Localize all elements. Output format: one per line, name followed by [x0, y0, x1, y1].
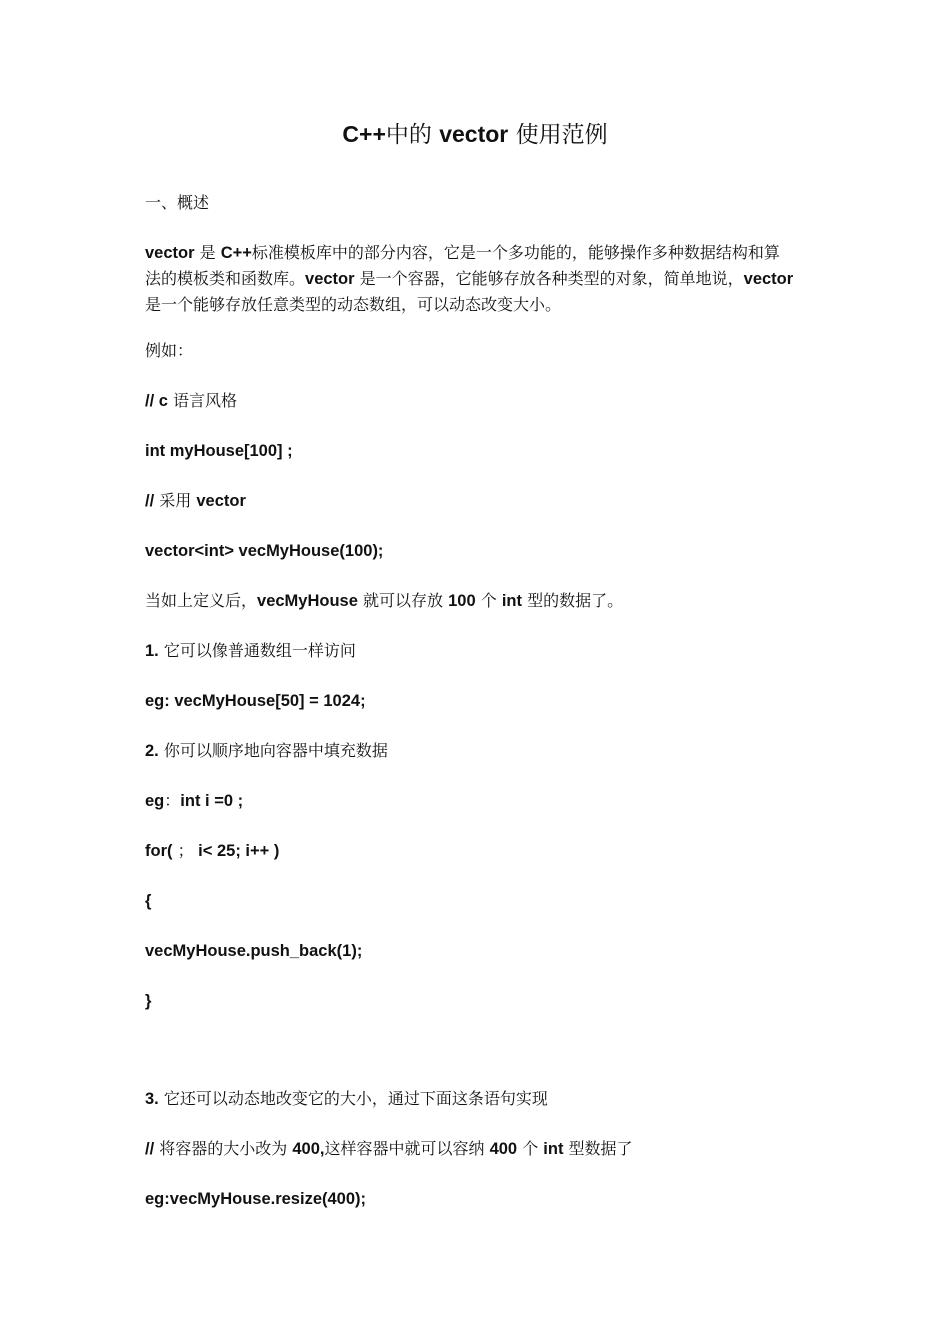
code-for [145, 838, 810, 864]
point-1 [145, 638, 810, 664]
bold-text: i< 25; i++ ) [193, 842, 280, 860]
bold-text: int [501, 592, 522, 610]
section-heading: 一、概述 [145, 193, 210, 212]
text: 个 [475, 591, 502, 610]
bold-text: 3. [145, 1090, 159, 1108]
bold-text: 400, [292, 1140, 325, 1158]
bold-text: vector [305, 270, 355, 288]
text: 是一个容器，它能够存放各种类型的对象，简单地说， [354, 269, 744, 288]
comment-use-vector [145, 488, 810, 514]
code-eg-access [145, 688, 810, 714]
bold-text: int [543, 1140, 564, 1158]
example-label [145, 338, 810, 364]
text: 是一个能够存放任意类型的动态数组，可以动态改变大小。 [145, 295, 562, 314]
bold-text: // [145, 1140, 155, 1158]
point-3 [145, 1086, 810, 1112]
bold-text: int myHouse[100] ; [145, 442, 293, 460]
bold-text: vecMyHouse [257, 592, 358, 610]
intro-line [145, 292, 810, 318]
bold-text: C++ [220, 244, 252, 262]
bold-text: 1. [145, 642, 159, 660]
code-brace-close [145, 988, 810, 1014]
text: 这样容器中就可以容纳 [324, 1139, 490, 1158]
comment-c-style [145, 388, 810, 414]
text: 采用 [154, 491, 197, 510]
code-eg-int [145, 788, 810, 814]
bold-text: vector<int> vecMyHouse(100); [145, 542, 384, 560]
bold-text: vector [196, 492, 246, 510]
code-eg-resize [145, 1186, 810, 1212]
text: 标准模板库中的部分内容，它是一个多功能的，能够操作多种数据结构和算 [251, 243, 780, 262]
bold-text: vecMyHouse.push_back(1); [145, 942, 363, 960]
text: 将容器的大小改为 [154, 1139, 293, 1158]
code-brace-open [145, 888, 810, 914]
comment-resize [145, 1136, 810, 1162]
text: 个 [517, 1139, 544, 1158]
bold-text: 100 [448, 592, 476, 610]
bold-text: int i =0 ; [180, 792, 244, 810]
code-int-array [145, 438, 810, 464]
text: 它还可以动态地改变它的大小，通过下面这条语句实现 [158, 1089, 548, 1108]
bold-text: // c [145, 392, 168, 410]
text: 例如： [145, 341, 194, 360]
text: 法的模板类和函数库。 [145, 269, 306, 288]
text: 你可以顺序地向容器中填充数据 [158, 741, 388, 760]
code-push-back [145, 938, 810, 964]
text: ； [172, 841, 194, 860]
bold-text: // [145, 492, 155, 510]
bold-text: eg [145, 792, 165, 810]
bold-text: } [145, 992, 152, 1010]
point-2 [145, 738, 810, 764]
page-title: C++中的 vector 使用范例 [342, 121, 608, 148]
text: ： [164, 791, 181, 810]
bold-text: eg:vecMyHouse.resize(400); [145, 1190, 367, 1208]
intro-paragraph [145, 240, 810, 318]
bold-text: eg: vecMyHouse[50] = 1024; [145, 692, 366, 710]
text: 就可以存放 [357, 591, 449, 610]
explain-definition [145, 588, 810, 614]
text: 型的数据了。 [521, 591, 624, 610]
text: 型数据了 [563, 1139, 633, 1158]
text: 它可以像普通数组一样访问 [158, 641, 356, 660]
bold-text: 2. [145, 742, 159, 760]
text: 是 [194, 243, 221, 262]
bold-text: 400 [489, 1140, 518, 1158]
bold-text: vector [145, 244, 195, 262]
intro-line [145, 266, 810, 292]
bold-text: vector [743, 270, 794, 288]
text: 当如上定义后， [145, 591, 258, 610]
intro-line [145, 240, 810, 266]
text: 语言风格 [167, 391, 238, 410]
bold-text: for( [145, 842, 173, 860]
bold-text: { [145, 892, 152, 910]
code-vector-decl [145, 538, 810, 564]
